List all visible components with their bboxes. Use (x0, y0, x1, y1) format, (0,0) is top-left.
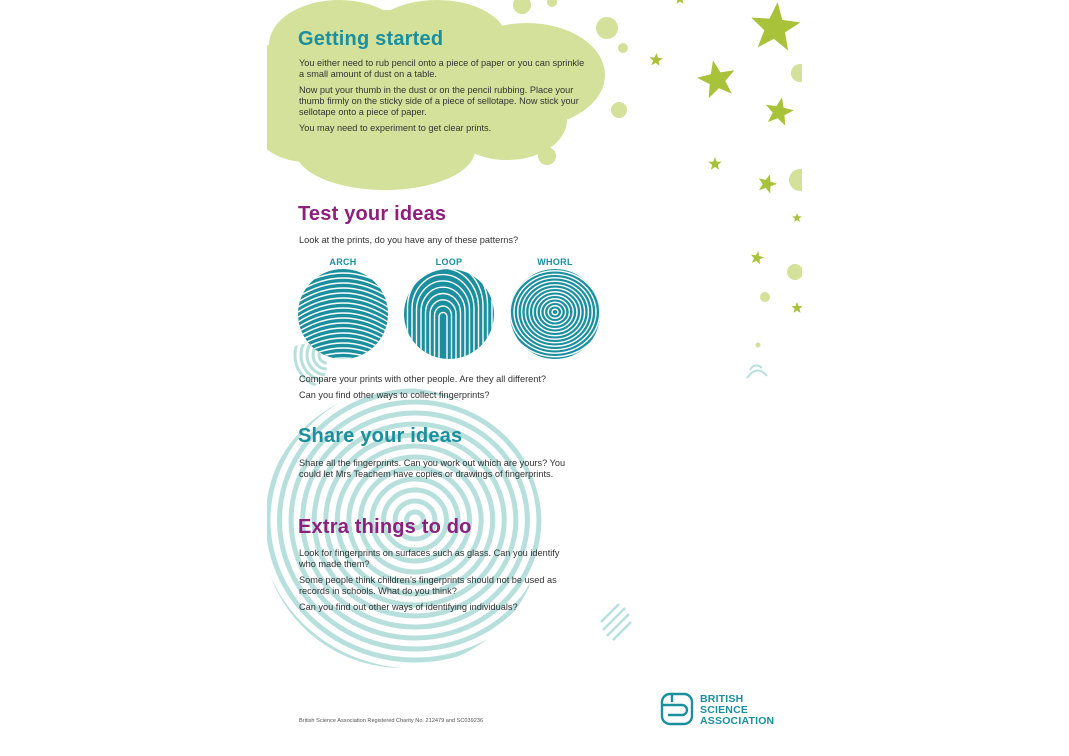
whorl-label: WHORL (537, 257, 573, 267)
share-ideas-title: Share your ideas (298, 425, 463, 447)
getting-started-p2: Now put your thumb in the dust or on the pencil rubbing. Place your thumb firmly on the sticky side of a piece of sellotape. Now stick your sellotape onto a piece of paper. (299, 85, 579, 117)
whorl-fingerprint-icon (509, 268, 601, 360)
test-ideas-title: Test your ideas (298, 203, 447, 225)
bottom-fingerprint-decoration (601, 604, 631, 640)
loop-fingerprint-icon (403, 268, 495, 360)
tiny-fingerprint-decoration (747, 365, 767, 378)
charity-footer: British Science Association Registered Charity No. 212479 and SC039236 (299, 718, 484, 724)
test-ideas-intro: Look at the prints, do you have any of these patterns? (299, 235, 519, 245)
test-ideas-p1: Compare your prints with other people. Are they all different? (299, 374, 547, 384)
bsa-logo-icon (660, 692, 694, 726)
logo-line-2: SCIENCE (700, 704, 749, 716)
loop-label: LOOP (435, 257, 463, 267)
arch-fingerprint-icon (297, 268, 389, 360)
arch-label: ARCH (329, 257, 357, 267)
logo-line-3: ASSOCIATION (700, 715, 775, 727)
extra-title: Extra things to do (298, 516, 472, 538)
logo-line-1: BRITISH (700, 693, 744, 705)
worksheet-page (267, 0, 802, 756)
getting-started-p3: You may need to experiment to get clear prints. (299, 123, 492, 133)
getting-started-body (299, 58, 589, 139)
extra-p1: Look for fingerprints on surfaces such as glass. Can you identify who made them? (299, 548, 560, 569)
extra-body (299, 548, 561, 618)
share-ideas-body (299, 458, 581, 485)
getting-started-p1: You either need to rub pencil onto a piece of paper or you can sprinkle a small amount of dust on a table. (299, 58, 585, 79)
test-ideas-p2: Can you find other ways to collect fingerprints? (299, 390, 490, 400)
share-ideas-p1: Share all the fingerprints. Can you work out which are yours? You could let Mrs Teachem have copies or drawings of fingerprints. (299, 458, 566, 479)
bsa-logo-text (700, 694, 774, 727)
extra-p2: Some people think children’s fingerprints should not be used as records in schools. What do you think? (299, 575, 557, 596)
star-icons (650, 0, 802, 313)
extra-p3: Can you find out other ways of identifying individuals? (299, 602, 518, 612)
test-ideas-body (299, 374, 599, 406)
getting-started-title: Getting started (298, 28, 444, 50)
